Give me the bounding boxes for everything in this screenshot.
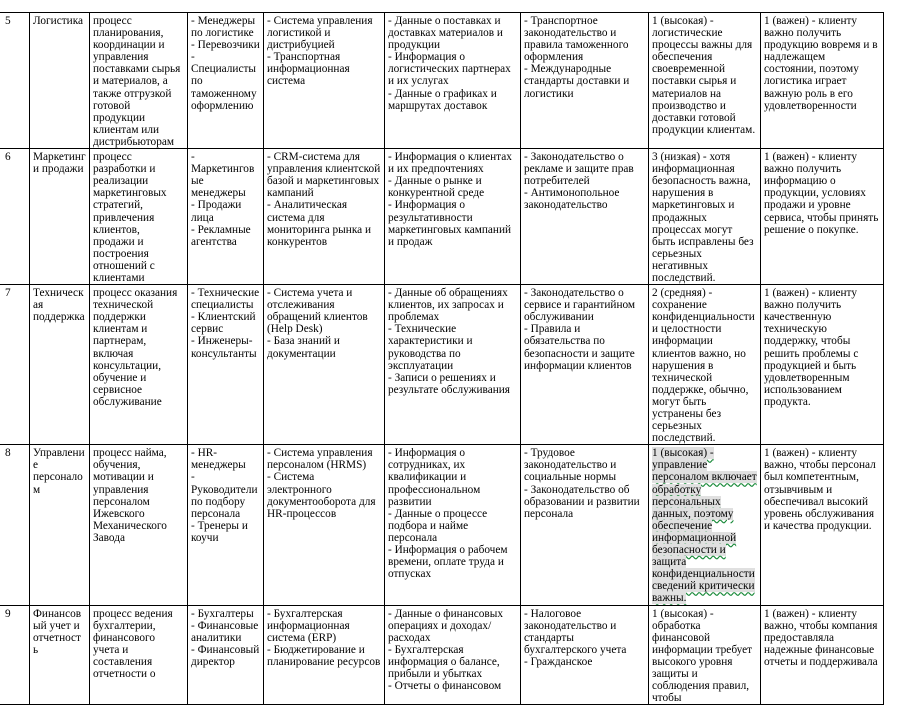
role-item: - Продажи лица xyxy=(191,199,242,224)
law-item: - Налоговое законодательство и стандарты бухгалтерского учета xyxy=(524,607,627,656)
roles-cell xyxy=(188,605,264,705)
systems-cell xyxy=(264,605,385,705)
laws-cell xyxy=(521,445,649,605)
process-name: Маркетинг и продажи xyxy=(30,149,90,285)
table-row xyxy=(0,285,884,445)
role-item: - Финансовый директор xyxy=(191,643,260,668)
confidentiality-cell xyxy=(649,445,761,605)
law-item: - Правила и обязательства по безопасности и защите информации клиентов xyxy=(524,323,635,372)
system-item: - CRM-система для управления клиентской базой и маркетинговых кампаний xyxy=(267,151,381,200)
data-item: - Информация о рабочем времени, оплате труда и отпусках xyxy=(388,544,508,581)
role-item: - HR-менеджеры xyxy=(191,447,246,472)
role-item: - Специалисты по таможенному оформлению xyxy=(191,51,257,112)
law-item: - Законодательство о рекламе и защите прав потребителей xyxy=(524,151,634,188)
data-cell xyxy=(385,445,521,605)
row-number: 6 xyxy=(0,149,30,285)
table-row xyxy=(0,605,884,705)
process-name: Логистика xyxy=(30,13,90,149)
process-description: процесс найма, обучения, мотивации и управления персоналом Ижевского Механического Завода xyxy=(90,445,188,605)
process-description: процесс оказания технической поддержки клиентам и партнерам, включая консультации, обучение и сервисное обслуживание xyxy=(90,285,188,445)
role-item: - Технические специалисты xyxy=(191,287,260,312)
availability-cell: 1 (важен) - клиенту важно получить качественную техническую поддержку, чтобы решить проблемы с продукцией и быть удовлетворенным использованием продукта. xyxy=(761,285,884,445)
table-row xyxy=(0,149,884,285)
process-description: процесс ведения бухгалтерии, финансового учета и составления отчетности о xyxy=(90,605,188,705)
roles-cell xyxy=(188,149,264,285)
law-item: - Гражданское xyxy=(524,655,593,668)
data-item: - Информация о результативности маркетинговых кампаний и продаж xyxy=(388,199,512,248)
system-item: - Бухгалтерская информационная система (ERP) xyxy=(267,607,350,644)
table-row xyxy=(0,445,884,605)
law-item: - Законодательство об образовании и развитии персонала xyxy=(524,483,640,520)
data-item: - Записи о решениях и результате обслуживания xyxy=(388,371,510,396)
process-name: Техническая поддержка xyxy=(30,285,90,445)
system-item: - Система электронного документооборота для HR-процессов xyxy=(267,471,376,520)
row-number: 8 xyxy=(0,445,30,605)
systems-cell xyxy=(264,149,385,285)
system-item: - База знаний и документации xyxy=(267,335,340,360)
process-description: процесс разработки и реализации маркетинговых стратегий, привлечения клиентов, продажи и построения отношений с клиентами xyxy=(90,149,188,285)
system-item: - Система учета и отслеживания обращений клиентов (Help Desk) xyxy=(267,287,368,336)
row-number: 9 xyxy=(0,605,30,705)
data-item: - Отчеты о финансовом xyxy=(388,680,502,693)
data-item: - Данные о графиках и маршрутах доставок xyxy=(388,87,497,112)
role-item: - Тренеры и коучи xyxy=(191,519,248,544)
roles-cell xyxy=(188,445,264,605)
roles-cell xyxy=(188,13,264,149)
table-row xyxy=(0,13,884,149)
role-item: - Бухгалтеры xyxy=(191,607,254,620)
row-number: 7 xyxy=(0,285,30,445)
confidentiality-cell: 1 (высокая) - логистические процессы важны для обеспечения своевременной поставки сырья и материалов на производство и доставки готовой продукции клиентам. xyxy=(649,13,761,149)
data-item: - Информация о логистических партнерах и их услугах xyxy=(388,51,511,88)
system-item: - Система управления персоналом (HRMS) xyxy=(267,447,373,472)
role-item: - Финансовые аналитики xyxy=(191,619,259,644)
data-item: - Данные об обращениях клиентов, их запросах и проблемах xyxy=(388,287,508,324)
process-name: Финансовый учет и отчетность xyxy=(30,605,90,705)
law-item: - Международные стандарты доставки и логистики xyxy=(524,63,630,100)
system-item: - Транспортная информационная система xyxy=(267,51,350,88)
law-item: - Транспортное законодательство и правила таможенного оформления xyxy=(524,15,629,64)
confidentiality-cell: 1 (высокая) - обработка финансовой информации требует высокого уровня защиты и соблюдения правил, чтобы xyxy=(649,605,761,705)
data-item: - Информация о клиентах и их предпочтениях xyxy=(388,151,512,176)
highlighted-text: 1 (высокая) - управление персоналом включает обработку персональных данных, поэтому обеспечение информационной безопасности и защита конфиденциальности сведений критически важны. xyxy=(652,447,757,605)
laws-cell xyxy=(521,285,649,445)
laws-cell xyxy=(521,13,649,149)
systems-cell xyxy=(264,285,385,445)
system-item: - Аналитическая система для мониторинга рынка и конкурентов xyxy=(267,199,372,248)
process-table xyxy=(0,12,884,705)
data-cell xyxy=(385,13,521,149)
confidentiality-cell: 3 (низкая) - хотя информационная безопасность важна, нарушения в маркетинговых и продажных процессах могут быть исправлены без серьезных негативных последствий. xyxy=(649,149,761,285)
system-item: - Бюджетирование и планирование ресурсов xyxy=(267,643,381,668)
process-description: процесс планирования, координации и управления поставками сырья и материалов, а также отгрузкой готовой продукции клиентам или дистрибьюторам xyxy=(90,13,188,149)
laws-cell xyxy=(521,605,649,705)
process-name: Управление персоналом xyxy=(30,445,90,605)
law-item: - Трудовое законодательство и социальные нормы xyxy=(524,447,617,484)
availability-cell: 1 (важен) - клиенту важно получить информацию о продукции, условиях продажи и уровне сервиса, чтобы принять решение о покупке. xyxy=(761,149,884,285)
data-cell xyxy=(385,285,521,445)
data-item: - Технические характеристики и руководства по эксплуатации xyxy=(388,323,473,372)
role-item: - Рекламные агентства xyxy=(191,223,251,248)
role-item: - Перевозчики xyxy=(191,39,260,52)
data-item: - Данные о рынке и конкурентной среде xyxy=(388,175,485,200)
role-item: - Инженеры-консультанты xyxy=(191,335,257,360)
roles-cell xyxy=(188,285,264,445)
row-number: 5 xyxy=(0,13,30,149)
confidentiality-cell: 2 (средняя) - сохранение конфиденциальности и целостности информации клиентов важно, но нарушения в технической поддержке, обычно, могут быть устранены без серьезных последствий. xyxy=(649,285,761,445)
role-item: - Руководители по подбору персонала xyxy=(191,471,258,520)
data-cell xyxy=(385,605,521,705)
availability-cell: 1 (важен) - клиенту важно, чтобы компания предоставляла надежные финансовые отчеты и поддерживала xyxy=(761,605,884,705)
data-item: - Бухгалтерская информация о балансе, прибыли и убытках xyxy=(388,643,500,680)
system-item: - Система управления логистикой и дистрибуцией xyxy=(267,15,373,52)
systems-cell xyxy=(264,445,385,605)
data-item: - Информация о сотрудниках, их квалификации и профессиональном развитии xyxy=(388,447,481,508)
systems-cell xyxy=(264,13,385,149)
availability-cell: 1 (важен) - клиенту важно, чтобы персонал был компетентным, отзывчивым и обеспечивал высокий уровень обслуживания и качества продукции. xyxy=(761,445,884,605)
data-item: - Данные о поставках и доставках материалов и продукции xyxy=(388,15,503,52)
law-item: - Антимонопольное законодательство xyxy=(524,187,620,212)
data-item: - Данные о финансовых операциях и доходах/расходах xyxy=(388,607,504,644)
role-item: - Маркетинговые менеджеры xyxy=(191,151,255,200)
law-item: - Законодательство о сервисе и гарантийном обслуживании xyxy=(524,287,636,324)
data-cell xyxy=(385,149,521,285)
data-item: - Данные о процессе подбора и найме персонала xyxy=(388,507,488,544)
laws-cell xyxy=(521,149,649,285)
role-item: - Менеджеры по логистике xyxy=(191,15,256,40)
role-item: - Клиентский сервис xyxy=(191,311,256,336)
availability-cell: 1 (важен) - клиенту важно получить продукцию вовремя и в надлежащем состоянии, поэтому логистика играет важную роль в его удовлетворенности xyxy=(761,13,884,149)
